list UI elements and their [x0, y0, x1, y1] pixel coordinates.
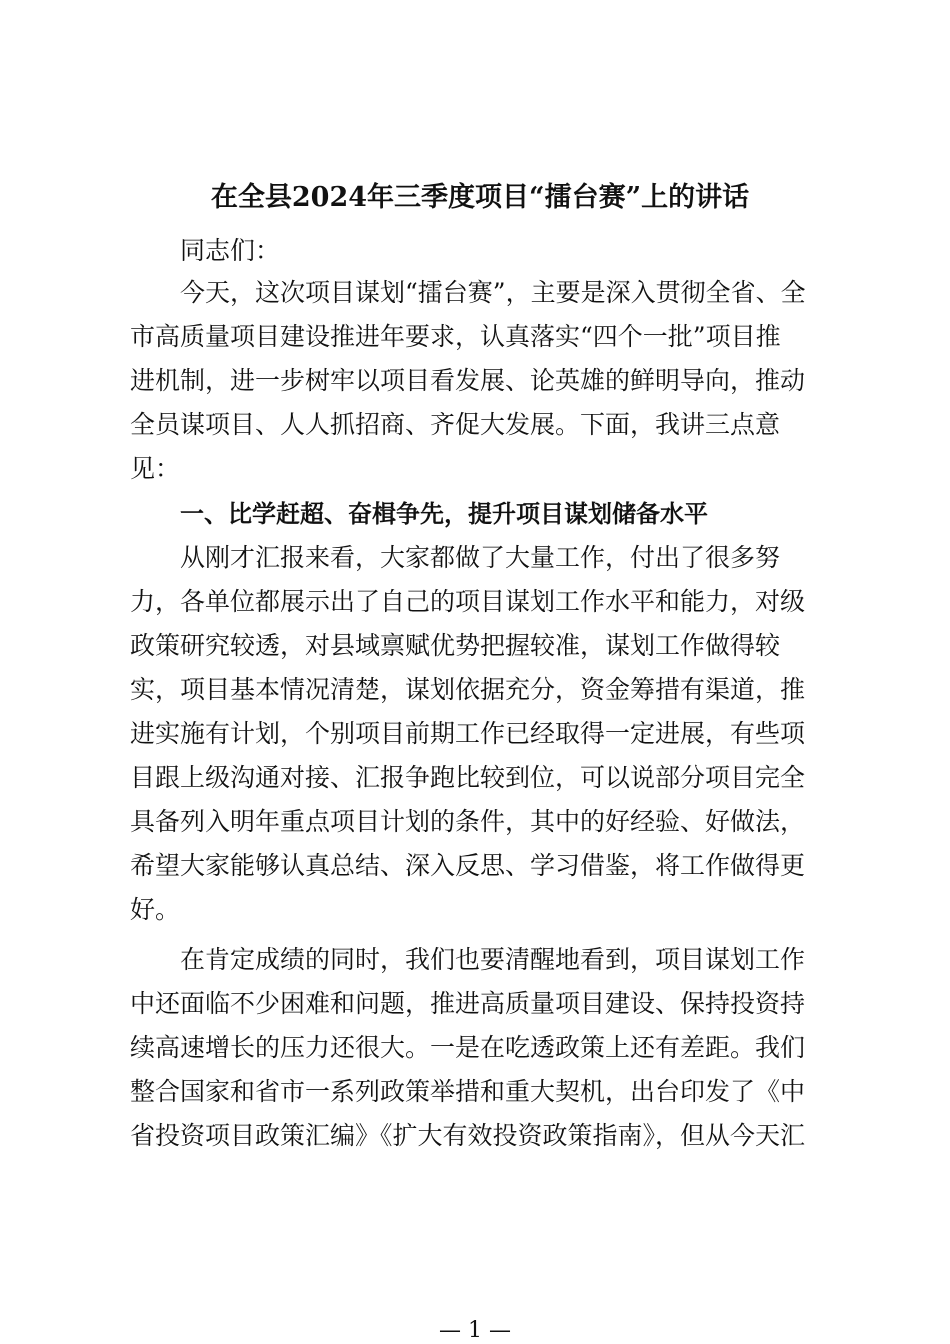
paragraph-3-line-2: 中还面临不少困难和问题，推进高质量项目建设、保持投资持 [130, 989, 806, 1018]
paragraph-3-line-3: 续高速增长的压力还很大。一是在吃透政策上还有差距。我们 [130, 1033, 806, 1062]
paragraph-1-line-1: 今天，这次项目谋划“擂台赛”，主要是深入贯彻全省、全 [180, 278, 806, 307]
salutation: 同志们： [180, 236, 281, 265]
paragraph-1-line-2: 市高质量项目建设推进年要求，认真落实“四个一批”项目推 [130, 322, 781, 351]
paragraph-3-line-1: 在肯定成绩的同时，我们也要清醒地看到，项目谋划工作 [180, 945, 806, 974]
paragraph-1-line-3: 进机制，进一步树牢以项目看发展、论英雄的鲜明导向，推动 [130, 366, 806, 395]
paragraph-2-line-8: 希望大家能够认真总结、深入反思、学习借鉴，将工作做得更 [130, 851, 806, 880]
paragraph-2-line-6: 目跟上级沟通对接、汇报争跑比较到位，可以说部分项目完全 [130, 763, 806, 792]
paragraph-2-line-9: 好。 [130, 895, 181, 924]
paragraph-1-line-5: 见： [130, 454, 181, 483]
paragraph-2-line-5: 进实施有计划，个别项目前期工作已经取得一定进展，有些项 [130, 719, 806, 748]
paragraph-2-line-4: 实，项目基本情况清楚，谋划依据充分，资金筹措有渠道，推 [130, 675, 806, 704]
paragraph-2-line-1: 从刚才汇报来看，大家都做了大量工作，付出了很多努 [180, 543, 781, 572]
section-1-heading: 一、比学赶超、奋楫争先，提升项目谋划储备水平 [180, 500, 708, 528]
document-title: 在全县2024年三季度项目“擂台赛”上的讲话 [210, 182, 750, 213]
paragraph-1-line-4: 全员谋项目、人人抓招商、齐促大发展。下面，我讲三点意 [130, 410, 781, 439]
paragraph-2-line-3: 政策研究较透，对县域禀赋优势把握较准，谋划工作做得较 [130, 631, 781, 660]
page-number: — 1 — [439, 1318, 511, 1343]
paragraph-2-line-7: 具备列入明年重点项目计划的条件，其中的好经验、好做法， [130, 807, 806, 836]
paragraph-3-line-4: 整合国家和省市一系列政策举措和重大契机，出台印发了《中 [130, 1077, 806, 1106]
paragraph-3-line-5: 省投资项目政策汇编》《扩大有效投资政策指南》，但从今天汇 [130, 1121, 806, 1150]
paragraph-2-line-2: 力，各单位都展示出了自己的项目谋划工作水平和能力，对级 [130, 587, 806, 616]
